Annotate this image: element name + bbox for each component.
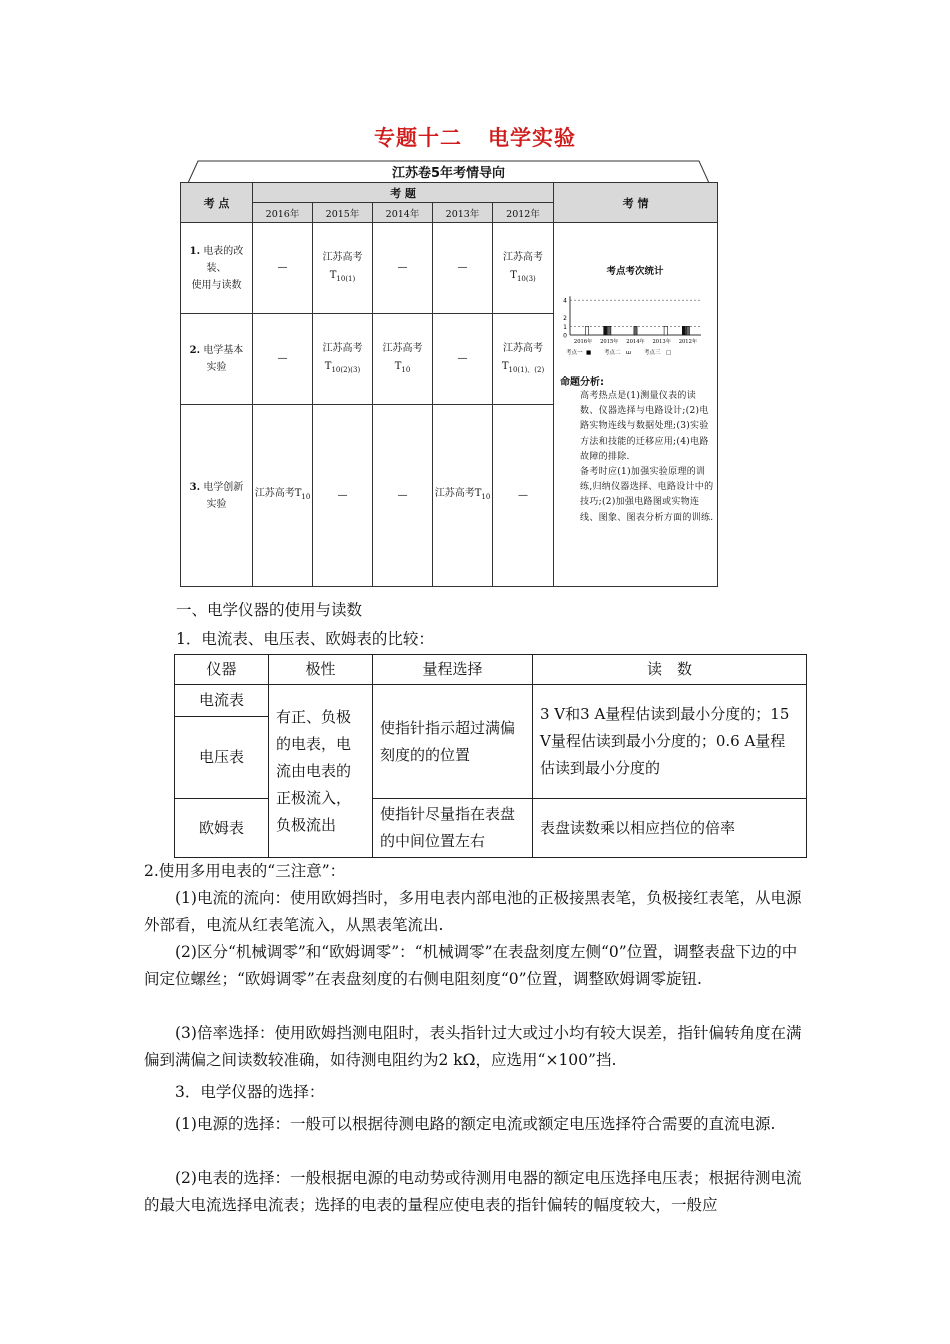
legend-text: □ [666, 350, 672, 356]
x-tick-label: 2014年 [626, 339, 645, 345]
polarity-cell: 有正、负极的电表，电流由电表的正极流入，负极流出 [269, 685, 373, 858]
header-kaoqing: 考 情 [554, 183, 718, 223]
section-heading: 一、电学仪器的使用与读数 [176, 601, 363, 619]
col-header: 量程选择 [373, 655, 533, 685]
exam-cell: 江苏高考 $T_{10(1)}$ [313, 223, 373, 314]
banner-title: 江苏卷5年考情导向 [391, 166, 506, 181]
legend-text: 考点二 [604, 350, 621, 356]
paragraph-title: 3．电学仪器的选择： [175, 1083, 325, 1101]
exam-cell: — [373, 405, 433, 587]
legend-text: ■ [586, 350, 592, 356]
paragraph-title: 2.使用多用电表的“三注意”： [144, 862, 346, 880]
device-cell: 电压表 [175, 717, 269, 799]
x-tick-label: 2016年 [573, 339, 593, 345]
header-kaodian: 考 点 [181, 183, 253, 223]
topic-cell: 2. 电学基本 实验 [181, 314, 253, 405]
range-cell: 使指针尽量指在表盘的中间位置左右 [373, 799, 533, 858]
exam-cell: — [433, 223, 493, 314]
exam-cell: — [313, 405, 373, 587]
chart-bar [682, 326, 685, 335]
paragraph: (1)电源的选择：一般可以根据待测电路的额定电流或额定电压选择符合需要的直流电源. [175, 1115, 776, 1133]
page-title: 专题十二 电学实验 [374, 126, 576, 150]
reading-cell: 表盘读数乘以相应挡位的倍率 [533, 799, 807, 858]
meter-comparison-table [174, 654, 807, 858]
topic-cell: 1. 电表的改装、 使用与读数 [181, 223, 253, 314]
chart-bar [686, 326, 689, 335]
exam-cell: 江苏高考 $T_{10(3)}$ [493, 223, 554, 314]
topic-cell: 3. 电学创新 实验 [181, 405, 253, 587]
exam-cell: 江苏高考$T_{10}$ [433, 405, 493, 587]
y-tick-label: 2 [563, 315, 568, 323]
col-header: 读 数 [533, 655, 807, 685]
x-tick-label: 2015年 [600, 339, 619, 345]
range-cell: 使指针指示超过满偏刻度的的位置 [373, 685, 533, 799]
y-tick-label: 4 [563, 297, 568, 305]
exam-cell: 江苏高考 $T_{10(2)(3)}$ [313, 314, 373, 405]
kaoqing-panel [554, 223, 718, 587]
exam-cell: 江苏高考$T_{10}$ [253, 405, 313, 587]
exam-cell: — [433, 314, 493, 405]
y-tick-label: 0 [563, 332, 568, 340]
year-header: 2013年 [433, 203, 493, 223]
paragraph: (2)电表的选择：一般根据电源的电动势或待测用电器的额定电压选择电压表；根据待测电流的最大电流选择电流表；选择的电表的量程应使电表的指针偏转的幅度较大，一般应 [144, 1169, 802, 1214]
x-tick-label: 2013年 [652, 339, 671, 345]
analysis-text: 高考热点是(1)测量仪表的读数、仪器选择与电路设计;(2)电路实物连线与数据处理;(3)实验方法和技能的迁移应用;(4)电路故障的排除. 备考时应(1)加强实验原理的训练,归纳仪器选择、电路设计中的技巧;(2)加强电路图或实物连线、图象、图表分析方面的训练. [580, 391, 714, 523]
chart-bar [604, 326, 607, 335]
exam-cell: — [373, 223, 433, 314]
paragraph: (3)倍率选择：使用欧姆挡测电阻时，表头指针过大或过小均有较大误差，指针偏转角度在满偏到满偏之间读数较准确，如待测电阻约为2 kΩ，应选用“×100”挡. [144, 1024, 802, 1069]
chart-bar [608, 326, 611, 335]
col-header: 仪器 [175, 655, 269, 685]
legend-text: 考点三 [644, 350, 661, 356]
chart-title: 考点考次统计 [606, 266, 664, 277]
legend-text: 考点一 [566, 350, 583, 356]
exam-cell: — [253, 314, 313, 405]
reading-cell: 3 V和3 A量程估读到最小分度的；15 V量程估读到最小分度的；0.6 A量程估读到最小分度的 [533, 685, 807, 799]
exam-cell: — [253, 223, 313, 314]
year-header: 2012年 [493, 203, 554, 223]
device-cell: 欧姆表 [175, 799, 269, 858]
exam-cell: — [493, 405, 554, 587]
y-tick-label: 1 [563, 323, 568, 331]
chart-bar [586, 326, 589, 335]
chart-bar [664, 326, 667, 335]
chart-bar [634, 326, 637, 335]
x-tick-label: 2012年 [678, 339, 698, 345]
year-header: 2016年 [253, 203, 313, 223]
exam-cell: 江苏高考 $T_{10}$ [373, 314, 433, 405]
legend-text: ш [626, 350, 632, 356]
year-header: 2015年 [313, 203, 373, 223]
analysis-label: 命题分析: [560, 377, 605, 388]
bar-chart [556, 281, 716, 371]
exam-cell: 江苏高考 $T_{10(1)、(2)}$ [493, 314, 554, 405]
col-header: 极性 [269, 655, 373, 685]
paragraph: (1)电流的流向：使用欧姆挡时，多用电表内部电池的正极接黑表笔，负极接红表笔，从电源外部看，电流从红表笔流入，从黑表笔流出. [144, 889, 802, 934]
device-cell: 电流表 [175, 685, 269, 717]
header-kaoti: 考 题 [253, 183, 554, 203]
subsection-heading: 1．电流表、电压表、欧姆表的比较： [176, 630, 434, 648]
year-header: 2014年 [373, 203, 433, 223]
exam-overview-table [180, 160, 717, 587]
paragraph: (2)区分“机械调零”和“欧姆调零”：“机械调零”在表盘刻度左侧“0”位置，调整表盘下边的中间定位螺丝；“欧姆调零”在表盘刻度的右侧电阻刻度“0”位置，调整欧姆调零旋钮. [144, 943, 798, 988]
